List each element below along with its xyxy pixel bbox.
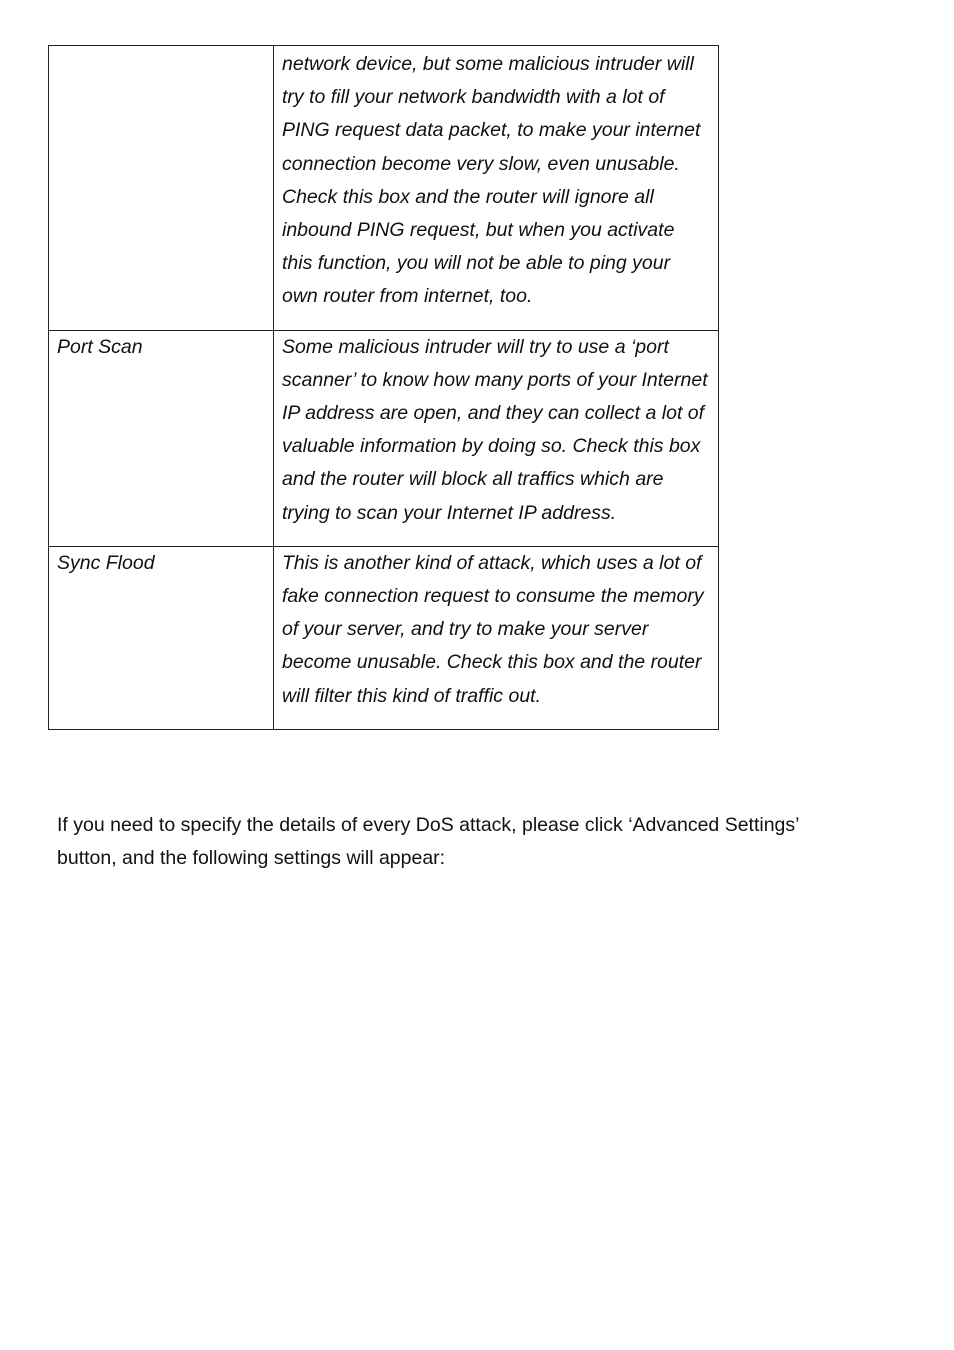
row-label: Port Scan <box>49 330 274 546</box>
row-description: network device, but some malicious intruder will try to fill your network bandwidth with a lot of PING request data packet, to make your internet connection become very slow, even unusable. Check this box and the router will ignore all inbound PING request, but when you activate this function, you will not be able to ping your own router from internet, too. <box>274 46 719 331</box>
row-label: Sync Flood <box>49 546 274 729</box>
dos-settings-table <box>48 45 719 730</box>
row-description: Some malicious intruder will try to use a ‘port scanner’ to know how many ports of your Internet IP address are open, and they can collect a lot of valuable information by doing so. Check this box and the router will block all traffics which are trying to scan your Internet IP address. <box>274 330 719 546</box>
body-paragraph: If you need to specify the details of every DoS attack, please click ‘Advanced Settings’ button, and the following settings will appear: <box>57 814 799 870</box>
row-label <box>49 46 274 331</box>
row-description: This is another kind of attack, which uses a lot of fake connection request to consume the memory of your server, and try to make your server become unusable. Check this box and the router will filter this kind of traffic out. <box>274 546 719 729</box>
table-row <box>49 46 719 331</box>
table-row <box>49 546 719 729</box>
table-row <box>49 330 719 546</box>
